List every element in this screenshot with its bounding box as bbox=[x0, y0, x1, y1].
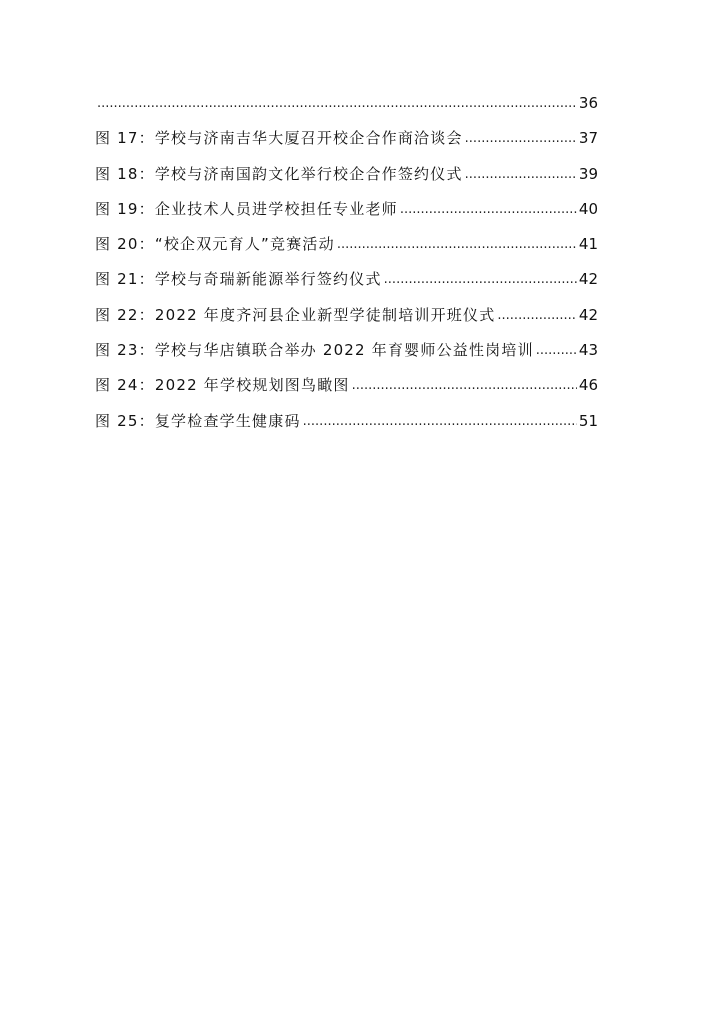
toc-entry bbox=[95, 157, 598, 192]
toc-entry-page: 43 bbox=[578, 341, 598, 360]
toc-entry-label: 图 21：学校与奇瑞新能源举行签约仪式 bbox=[95, 270, 382, 289]
toc-entry bbox=[95, 121, 598, 156]
toc-leader-dots bbox=[337, 226, 577, 261]
toc-entry-label: 图 17：学校与济南吉华大厦召开校企合作商洽谈会 bbox=[95, 129, 463, 148]
toc-entry bbox=[95, 333, 598, 368]
toc-entry bbox=[95, 86, 598, 121]
toc-entry bbox=[95, 368, 598, 403]
toc-leader-dots bbox=[97, 85, 577, 120]
toc-leader-dots bbox=[400, 191, 577, 226]
toc-entry-page: 37 bbox=[578, 129, 598, 148]
toc-entry-label: 图 23：学校与华店镇联合举办 2022 年育婴师公益性岗培训 bbox=[95, 341, 534, 360]
toc-entry-page: 42 bbox=[578, 270, 598, 289]
toc-leader-dots bbox=[352, 367, 577, 402]
toc-leader-dots bbox=[384, 261, 577, 296]
toc-entry bbox=[95, 227, 598, 262]
toc-leader-dots bbox=[536, 332, 577, 367]
toc-leader-dots bbox=[465, 156, 577, 191]
toc-entry-label: 图 18：学校与济南国韵文化举行校企合作签约仪式 bbox=[95, 164, 463, 183]
toc-entry-page: 40 bbox=[578, 199, 598, 218]
toc-leader-dots bbox=[497, 297, 577, 332]
toc-entry-label: 图 22：2022 年度齐河县企业新型学徒制培训开班仪式 bbox=[95, 305, 496, 324]
toc-leader-dots bbox=[465, 120, 577, 155]
toc-entry-page: 41 bbox=[578, 235, 598, 254]
toc-leader-dots bbox=[303, 403, 577, 438]
toc-entry bbox=[95, 262, 598, 297]
toc-entry-page: 42 bbox=[578, 305, 598, 324]
toc-entry-label: 图 24：2022 年学校规划图鸟瞰图 bbox=[95, 376, 350, 395]
toc-entry-page: 36 bbox=[578, 94, 598, 112]
toc-entry-label: 图 20：“校企双元育人”竞赛活动 bbox=[95, 235, 335, 254]
toc-entry-page: 51 bbox=[578, 411, 598, 430]
toc-entry bbox=[95, 192, 598, 227]
toc-entry-page: 39 bbox=[578, 164, 598, 183]
toc-entry-label: 图 19：企业技术人员进学校担任专业老师 bbox=[95, 199, 398, 218]
toc-entry-page: 46 bbox=[578, 376, 598, 395]
toc-entry bbox=[95, 404, 598, 439]
figure-list bbox=[95, 86, 598, 439]
toc-entry-label: 图 25：复学检查学生健康码 bbox=[95, 411, 301, 430]
toc-entry bbox=[95, 298, 598, 333]
